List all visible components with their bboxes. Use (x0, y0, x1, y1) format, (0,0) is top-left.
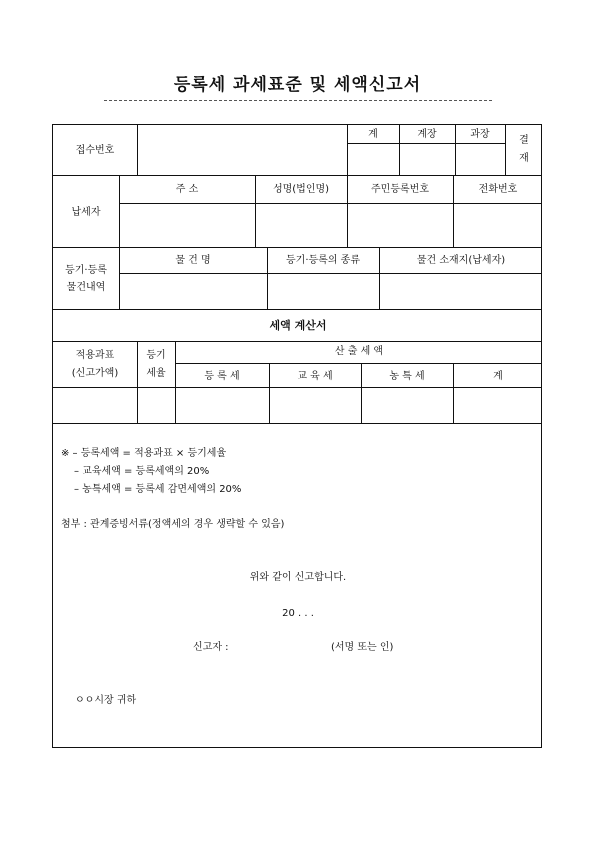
signer-label: 신고자 : (193, 642, 229, 653)
phone-header: 전화번호 (478, 184, 518, 195)
name-field[interactable] (256, 204, 346, 246)
title-underline (104, 100, 492, 101)
divider (175, 363, 542, 364)
tax-rate-header: 등기 (146, 350, 166, 361)
property-location-field[interactable] (380, 274, 542, 308)
resident-number-field[interactable] (348, 204, 452, 246)
declaration-form (52, 124, 542, 748)
approval-section-head-label: 과장 (470, 129, 490, 140)
divider (53, 341, 542, 342)
note-line: – 농특세액 = 등록세 감면세액의 20% (74, 484, 242, 495)
declaration-text: 위와 같이 신고합니다. (249, 572, 347, 583)
approval-chief-sign[interactable] (400, 144, 454, 174)
property-location-header: 물건 소재지(납세자) (416, 255, 506, 266)
sign-hint: (서명 또는 인) (331, 642, 394, 653)
tax-base-field[interactable] (54, 388, 136, 422)
address-header: 주 소 (175, 184, 199, 195)
divider (53, 247, 542, 248)
computed-tax-header: 산 출 세 액 (334, 346, 384, 357)
receipt-number-field[interactable] (138, 126, 346, 174)
education-tax-field[interactable] (270, 388, 360, 422)
note-line: – 교육세액 = 등록세액의 20% (74, 466, 210, 477)
education-tax-header: 교 육 세 (297, 371, 333, 382)
divider (505, 125, 506, 175)
date-line[interactable]: 20 . . . (282, 608, 314, 619)
registration-tax-header: 등 록 세 (204, 371, 240, 382)
receipt-number-label: 접수번호 (75, 145, 115, 156)
address-field[interactable] (120, 204, 254, 246)
rural-tax-field[interactable] (362, 388, 452, 422)
signer-field[interactable] (239, 639, 329, 657)
calc-title: 세액 계산서 (269, 319, 327, 332)
attachment-note: 첨부 : 관계증빙서류(정액세의 경우 생략할 수 있음) (61, 519, 285, 530)
approval-section-head-sign[interactable] (456, 144, 504, 174)
note-line: ※ – 등록세액 = 적용과표 × 등기세율 (61, 448, 227, 459)
resident-number-header: 주민등록번호 (371, 184, 429, 195)
registration-tax-field[interactable] (176, 388, 268, 422)
divider (53, 423, 542, 424)
divider (53, 309, 542, 310)
approval-chief-label: 계장 (417, 129, 437, 140)
rural-tax-header: 농 특 세 (389, 371, 425, 382)
total-tax-field[interactable] (454, 388, 542, 422)
property-name-field[interactable] (120, 274, 266, 308)
tax-base-header: 적용과표 (75, 350, 115, 361)
registration-type-header: 등기·등록의 종류 (286, 255, 360, 266)
registration-type-field[interactable] (268, 274, 378, 308)
tax-rate-header: 세율 (146, 368, 166, 379)
approval-side-label: 결 (519, 135, 529, 146)
divider (53, 175, 542, 176)
form-title: 등록세 과세표준 및 세액신고서 (173, 75, 422, 95)
tax-base-header: (신고가액) (71, 368, 119, 379)
property-label: 등기·등록 (65, 265, 107, 276)
taxpayer-label: 납세자 (71, 207, 101, 218)
addressee: ㅇㅇ시장 귀하 (75, 695, 137, 706)
approval-staff-label: 계 (368, 129, 378, 140)
property-label: 물건내역 (66, 282, 106, 293)
tax-rate-field[interactable] (138, 388, 174, 422)
total-header: 계 (493, 371, 503, 382)
name-header: 성명(법인명) (272, 184, 330, 195)
phone-field[interactable] (454, 204, 542, 246)
property-name-header: 물 건 명 (175, 255, 211, 266)
approval-side-label: 재 (519, 153, 529, 164)
approval-staff-sign[interactable] (348, 144, 398, 174)
